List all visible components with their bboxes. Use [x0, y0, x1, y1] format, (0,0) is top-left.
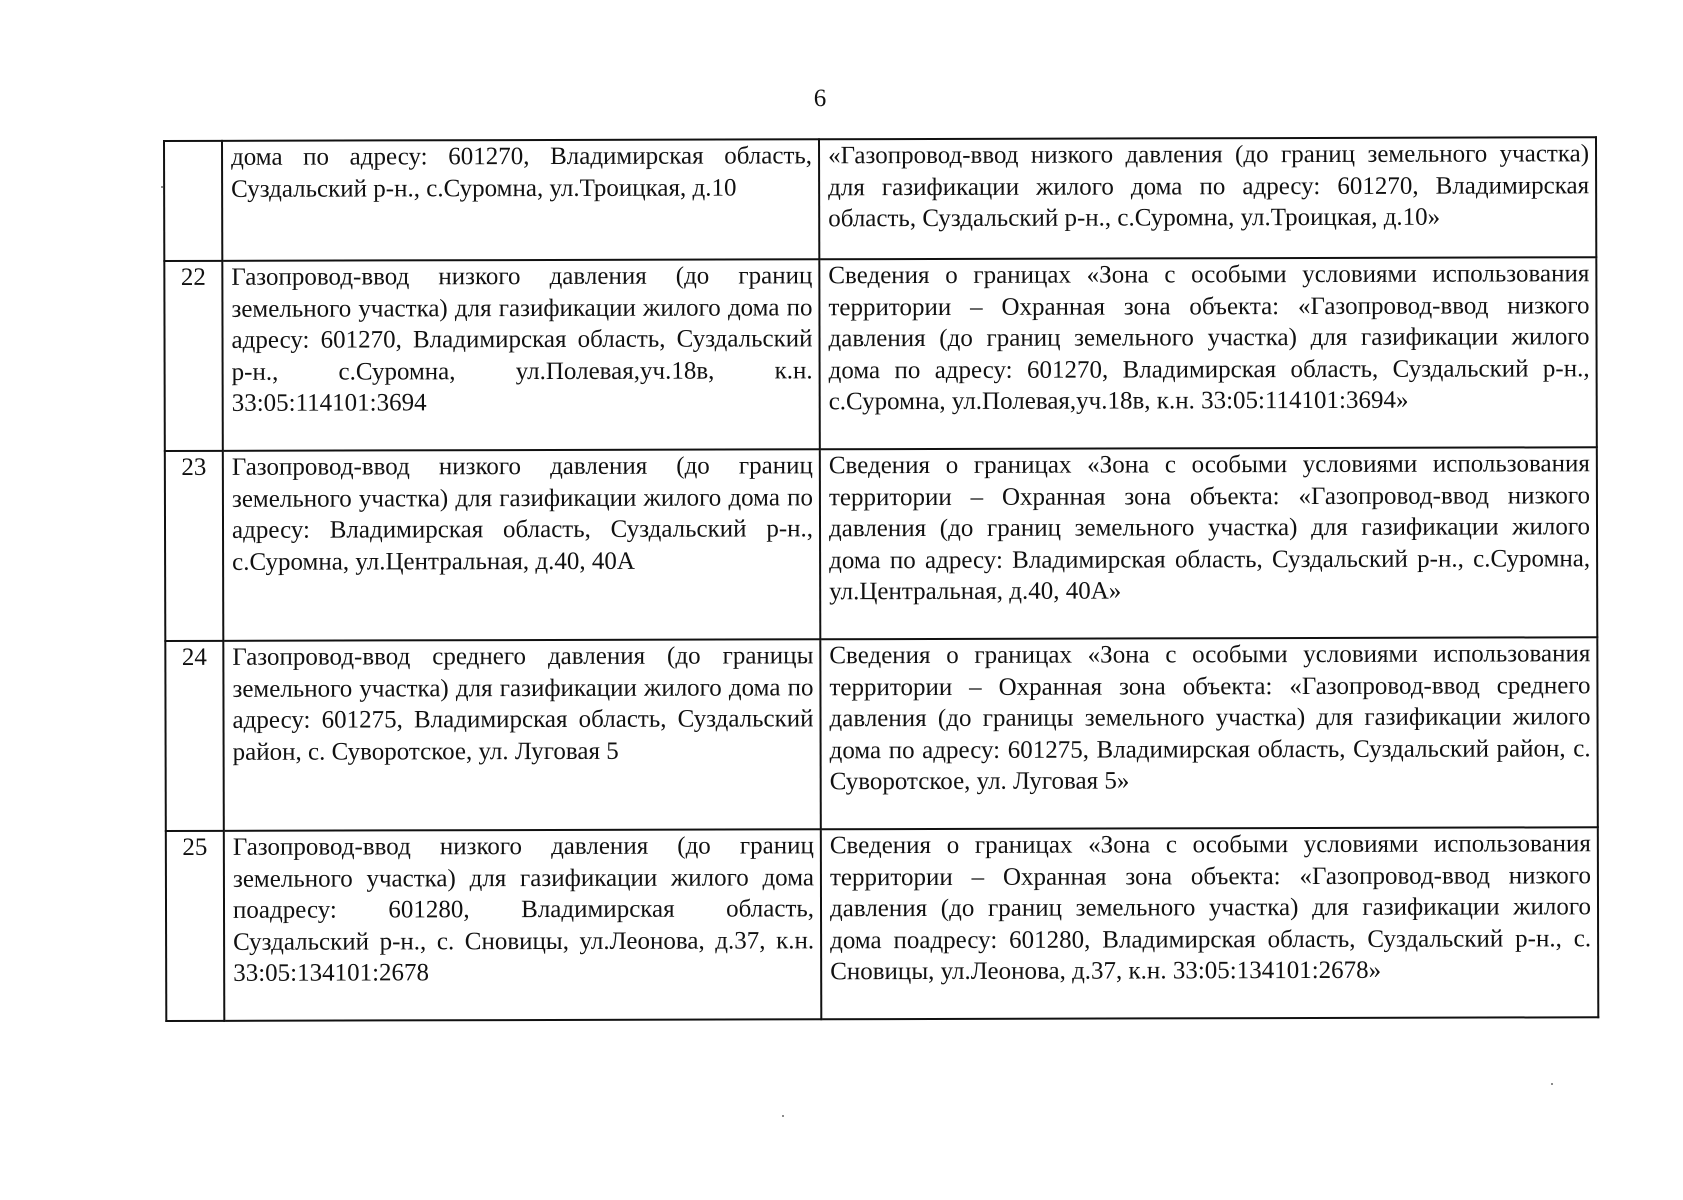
table-row [164, 257, 1596, 451]
object-description: Газопровод-ввод низкого давления (до границ земельного участка) для газификации жилого дома по адресу: Владимирская область, Суздальский р-н., с.Суромна, ул.Центральная, д.40, 40А [223, 449, 820, 641]
zone-information: «Газопровод-ввод низкого давления (до границ земельного участка) для газификации жилого дома по адресу: 601270, Владимирская область, Суздальский р-н., с.Суромна, ул.Троицкая, д.10» [819, 137, 1596, 259]
table-row [166, 827, 1598, 1021]
object-description: Газопровод-ввод среднего давления (до границы земельного участка) для газификации жилого дома по адресу: 601275, Владимирская область, Суздальский район, с. Суворотское, ул. Луговая 5 [223, 639, 820, 831]
scan-speck [782, 1115, 784, 1117]
page-number: 6 [813, 85, 827, 112]
object-description: Газопровод-ввод низкого давления (до границ земельного участка) для газификации жилого дома по адресу: 601270, Владимирская область, Суздальский р-н., с.Суромна, ул.Полевая,уч.18в, к.н. 33:05:114101:3694 [222, 259, 819, 451]
row-number: 25 [166, 831, 224, 1021]
zone-information: Сведения о границах «Зона с особыми условиями использования территории – Охранная зона объекта: «Газопровод-ввод низкого давления (до границ земельного участка) для газификации жилого дома по адресу: 601270, Владимирская область, Суздальский р-н., с.Суромна, ул.Полевая,уч.18в, к.н. 33:05:114101:3694» [819, 257, 1596, 449]
scan-speck [161, 186, 163, 188]
row-number: 24 [165, 641, 223, 831]
table-row [165, 447, 1597, 641]
row-number [164, 141, 222, 261]
zone-information: Сведения о границах «Зона с особыми условиями использования территории – Охранная зона объекта: «Газопровод-ввод низкого давления (до границ земельного участка) для газификации жилого дома по адресу: Владимирская область, Суздальский р-н., с.Суромна, ул.Центральная, д.40, 40А» [820, 447, 1597, 639]
object-description: Газопровод-ввод низкого давления (до границ земельного участка) для газификации жилого дома поадресу: 601280, Владимирская область, Суздальский р-н., с. Сновицы, ул.Леонова, д.37, к.н. 33:05:134101:2678 [224, 829, 821, 1021]
row-number: 22 [164, 261, 222, 451]
document-table [163, 136, 1599, 1022]
table-row [164, 137, 1596, 261]
row-number: 23 [165, 451, 223, 641]
zone-information: Сведения о границах «Зона с особыми условиями использования территории – Охранная зона объекта: «Газопровод-ввод среднего давления (до границы земельного участка) для газификации жилого дома по адресу: 601275, Владимирская область, Суздальский район, с. Суворотское, ул. Луговая 5» [820, 637, 1597, 829]
zone-information: Сведения о границах «Зона с особыми условиями использования территории – Охранная зона объекта: «Газопровод-ввод низкого давления (до границ земельного участка) для газификации жилого дома поадресу: 601280, Владимирская область, Суздальский р-н., с. Сновицы, ул.Леонова, д.37, к.н. 33:05:134101:2678» [821, 827, 1598, 1019]
table-row [165, 637, 1597, 831]
scan-speck [1551, 1083, 1553, 1085]
object-description: дома по адресу: 601270, Владимирская область, Суздальский р-н., с.Суромна, ул.Троицкая, д.10 [222, 139, 819, 261]
